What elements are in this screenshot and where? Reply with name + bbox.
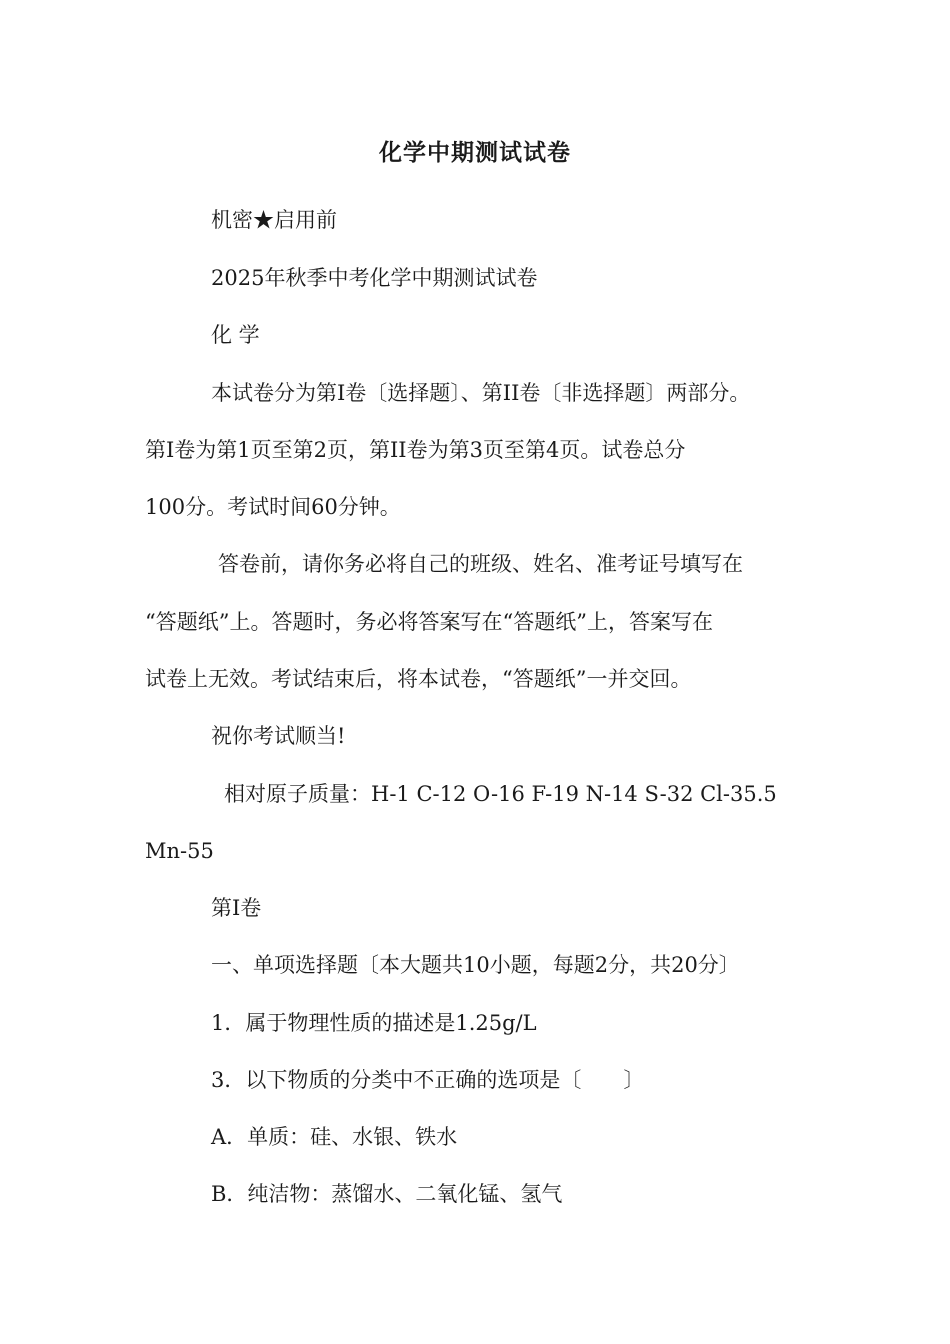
part-heading: 第Ⅰ卷 [211,896,262,920]
notice-line-2: “答题纸”上。答题时，务必将答案写在“答题纸”上，答案写在 [145,610,713,634]
intro-line-1: 本试卷分为第Ⅰ卷〔选择题〕、第II卷〔非选择题〕两部分。 [211,381,751,405]
question-3-option-a: A．单质：硅、水银、铁水 [211,1125,458,1149]
atomic-mass-line-1: 相对原子质量：H-1 C-12 O-16 F-19 N-14 S-32 Cl-35.5 [224,782,777,806]
confidential-label: 机密★启用前 [211,208,337,232]
page-title: 化学中期测试试卷 [379,139,571,166]
intro-line-2: 第Ⅰ卷为第1页至第2页，第II卷为第3页至第4页。试卷总分 [145,438,686,462]
question-3: 3．以下物质的分类中不正确的选项是〔 〕 [211,1068,645,1092]
wish-line: 祝你考试顺当! [211,724,346,748]
section-heading: 一、单项选择题〔本大题共10小题，每题2分，共20分〕 [211,953,740,977]
question-3-option-b: B．纯洁物：蒸馏水、二氧化锰、氢气 [211,1182,563,1206]
question-1: 1．属于物理性质的描述是1.25g/L [211,1011,537,1035]
atomic-mass-line-2: Mn-55 [145,839,214,863]
subject-label: 化 学 [211,323,260,347]
notice-line-1: 答卷前，请你务必将自己的班级、姓名、准考证号填写在 [218,552,743,576]
intro-line-3: 100分。考试时间60分钟。 [145,495,401,519]
exam-name: 2025年秋季中考化学中期测试试卷 [211,266,538,290]
notice-line-3: 试卷上无效。考试结束后，将本试卷，“答题纸”一并交回。 [145,667,692,691]
